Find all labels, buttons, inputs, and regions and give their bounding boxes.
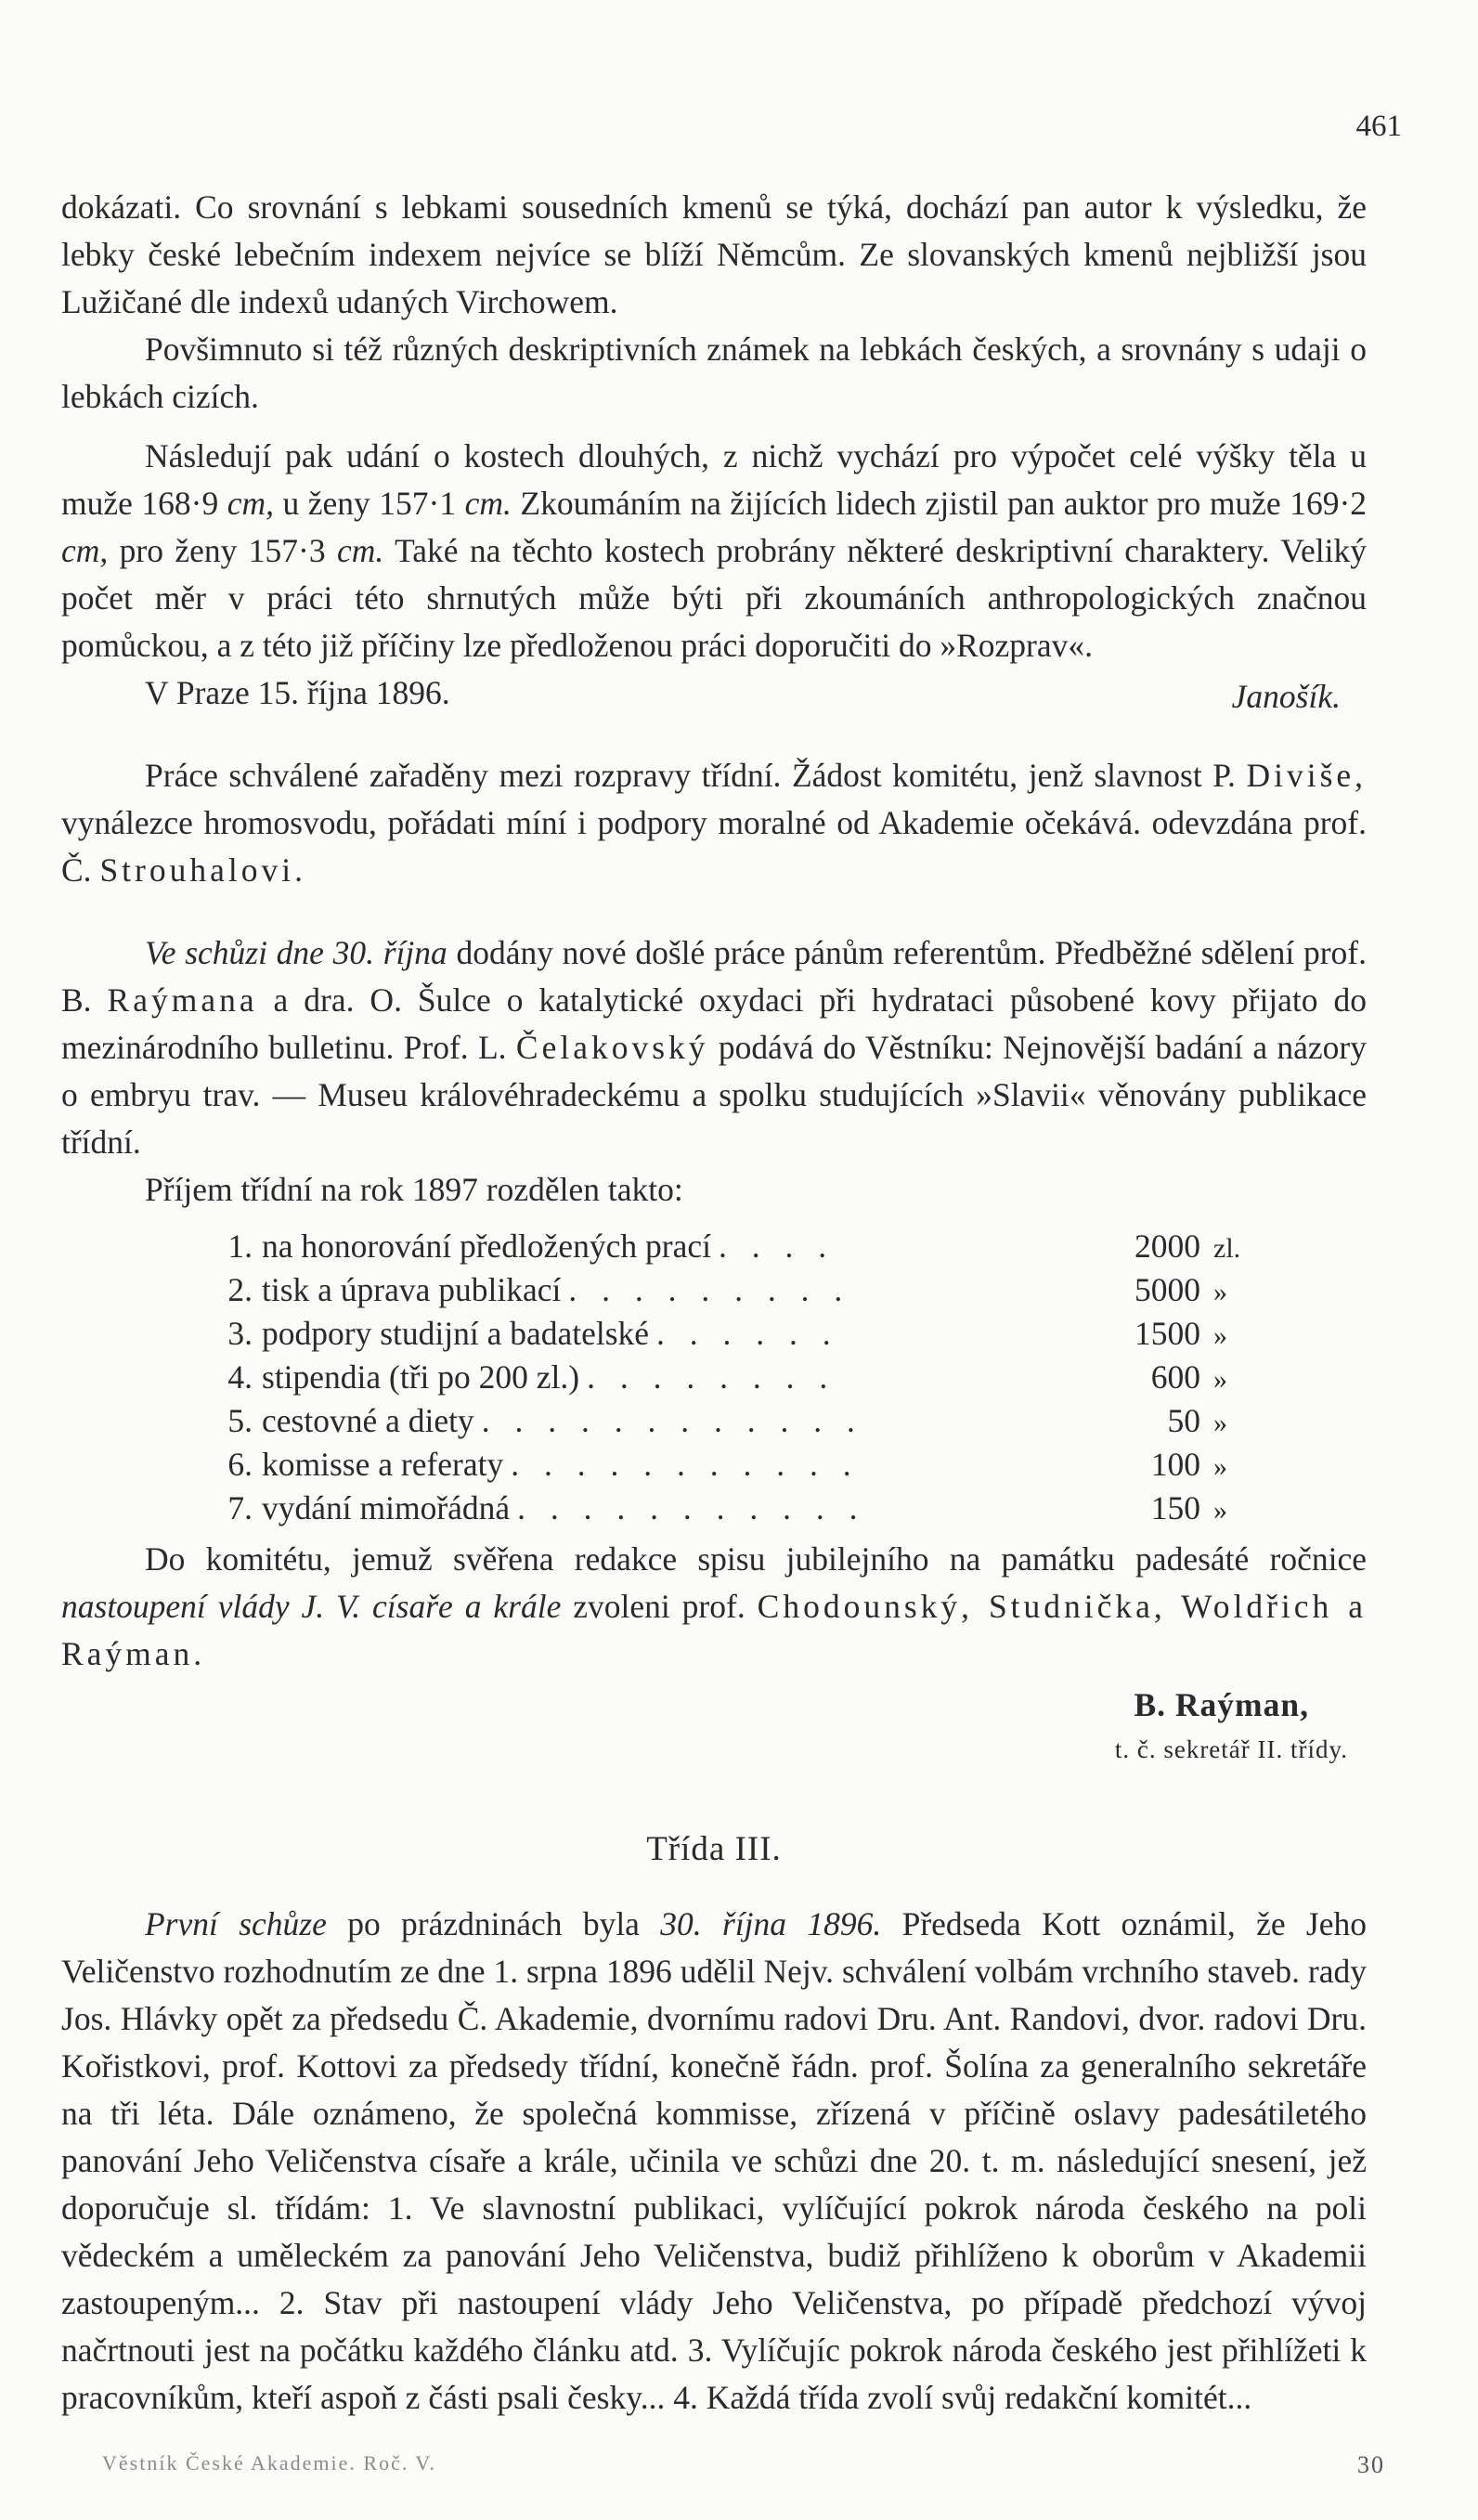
row-number: 6. — [227, 1446, 253, 1483]
text-span: pro ženy 157·3 — [108, 532, 326, 569]
text-span: vynálezce hromosvodu, pořádati míní i podpory moralné od Akademie očekává. odevzdána prof. Č. — [61, 804, 1367, 889]
text-span: podává do Věstníku: Nejnovější badání a názory o embryu trav. — Museu královéhradeckému a spolku studujících »Slavii« věnovány publikace třídní. — [61, 1029, 1367, 1161]
spaced-name: Strouhalovi. — [99, 851, 306, 889]
leader-dots: . . . . . . . . . . . — [517, 1489, 866, 1526]
row-number: 3. — [227, 1315, 253, 1352]
row-unit: » — [1213, 1495, 1227, 1526]
text-span: Předseda Kott oznámil, že Jeho Veličenstvo rozhodnutím ze dne 1. srpna 1896 udělil Nejv. schválení volbám vrchního staveb. rady Jos. Hlávky opět za předsedu Č. Akademie, dvornímu radovi Dru. Ant. Randovi, dvor. radovi Dru. Kořistkovi, prof. Kottovi za předsedy třídní, konečně řádn. prof. Šolína za generalního sekretáře na tři léta. Dále oznámeno, že společná kommisse, zřízená v příčině oslavy padesátiletého panování Jeho Veličenstva císaře a krále, učinila ve schůzi dne 20. t. m. následující snesení, jež doporučuje sl. třídám: 1. Ve slavnostní publikaci, vylíčující pokrok národa českého na poli vědeckém a uměleckém za panování Jeho Veličenstva, budiž přihlíženo k oborům v Akademii zastoupeným... 2. Stav při nastoupení vlády Jeho Veličenstva, po případě předchozí vývoj načrtnouti jest na počátku každého článku atd. 3. Vylíčujíc pokrok národa českého jest přihlížeti k pracovníkům, kteří aspoň z části psali česky... 4. Každá třída zvolí svůj redakční komitét... — [61, 1905, 1367, 2416]
row-label: podpory studijní a badatelské — [262, 1315, 650, 1352]
section-heading: Třída III. — [646, 1830, 782, 1868]
row-amount: 2000 — [1134, 1228, 1200, 1265]
text-span: zvoleni prof. — [561, 1588, 745, 1625]
row-number: 4. — [227, 1358, 253, 1396]
secretary-role: t. č. sekretář II. třídy. — [1114, 1735, 1348, 1763]
text-span: Zkoumáním na žijících lidech zjistil pan auktor pro muže 169·2 — [511, 485, 1368, 522]
budget-list — [61, 1225, 1367, 1530]
unit-cm: cm. — [337, 532, 384, 569]
paragraph-1: dokázati. Co srovnání s lebkami sousedních kmenů se týká, dochází pan autor k výsledku, že lebky české lebečním indexem nejvíce se blíží Němcům. Ze slovanských kmenů nejbližší jsou Lužičané dle indexů udaných Virchowem. — [61, 188, 1367, 320]
text-span: Do komitétu, jemuž svěřena redakce spisu jubilejního na památku padesáté ročnice — [145, 1540, 1367, 1578]
budget-row — [61, 1399, 1367, 1443]
row-label: tisk a úprava publikací — [262, 1271, 562, 1308]
row-amount: 5000 — [1134, 1271, 1200, 1308]
text-span: po prázdninách byla — [326, 1905, 640, 1942]
dateline — [61, 669, 1367, 717]
author-signature: Janošík. — [1231, 678, 1341, 715]
footer-journal: Věstník České Akademie. Roč. V. — [102, 2451, 436, 2475]
row-number: 2. — [227, 1271, 253, 1308]
paragraph-6: Příjem třídní na rok 1897 rozdělen takto: — [145, 1171, 683, 1208]
text-span: Následují pak udání o kostech dlouhých, z nichž vychází pro výpočet celé výšky těla u muže 168·9 — [61, 437, 1367, 522]
spaced-names: Chodounský, Studnička, Woldřich a Raýman. — [61, 1588, 1367, 1672]
leader-dots: . . . . . . . . . — [568, 1271, 851, 1308]
footer-signature-mark: 30 — [1357, 2451, 1385, 2478]
row-amount: 50 — [1167, 1402, 1200, 1439]
italic-date: 30. října 1896. — [639, 1905, 882, 1942]
page-footer — [102, 2451, 1385, 2478]
italic-lead: Ve schůzi dne 30. října — [145, 934, 447, 971]
spaced-name: Raýmana — [107, 981, 258, 1019]
paragraph-7 — [61, 1536, 1367, 1678]
row-label: vydání mimořádná — [262, 1489, 511, 1526]
row-unit: zl. — [1213, 1233, 1241, 1264]
budget-row — [61, 1356, 1367, 1399]
budget-row — [61, 1487, 1367, 1530]
row-unit: » — [1213, 1451, 1227, 1482]
row-unit: » — [1213, 1364, 1227, 1395]
secretary-name: B. Raýman, — [1134, 1686, 1309, 1723]
leader-dots: . . . . . . . . . . . . — [481, 1402, 863, 1439]
paragraph-3 — [61, 433, 1367, 669]
row-label: cestovné a diety — [262, 1402, 474, 1439]
italic-span: nastoupení vlády J. V. císaře a krále — [61, 1588, 562, 1625]
unit-cm: cm, — [227, 485, 274, 522]
row-number: 1. — [227, 1228, 253, 1265]
budget-row — [61, 1225, 1367, 1268]
page-number: 461 — [1355, 110, 1402, 143]
paragraph-4 — [61, 752, 1367, 894]
row-number: 5. — [227, 1402, 253, 1439]
leader-dots: . . . . . . — [656, 1315, 839, 1352]
row-amount: 600 — [1150, 1358, 1200, 1396]
date-text: V Praze 15. října 1896. — [145, 674, 450, 711]
row-unit: » — [1213, 1408, 1227, 1438]
paragraph-5 — [61, 929, 1367, 1166]
text-span: Také na těchto kostech probrány některé deskriptivní charaktery. Veliký počet měr v práci této shrnutých může býti při zkoumáních anthropologických značnou pomůckou, a z této již příčiny lze předloženou práci doporučiti do »Rozprav«. — [61, 532, 1367, 664]
budget-row — [61, 1268, 1367, 1312]
body-text — [61, 184, 1367, 2422]
unit-cm: cm. — [464, 485, 512, 522]
row-label: na honorování předložených prací — [262, 1228, 711, 1265]
spaced-name: Čelakovský — [515, 1029, 709, 1066]
budget-row — [61, 1312, 1367, 1356]
row-amount: 1500 — [1134, 1315, 1200, 1352]
row-label: stipendia (tři po 200 zl.) — [262, 1358, 580, 1396]
row-number: 7. — [227, 1489, 253, 1526]
budget-row — [61, 1443, 1367, 1487]
leader-dots: . . . . . . . . . . . — [511, 1446, 860, 1483]
row-amount: 150 — [1150, 1489, 1200, 1526]
row-unit: » — [1213, 1320, 1227, 1351]
text-span: Práce schválené zařaděny mezi rozpravy třídní. Žádost komitétu, jenž slavnost P. — [145, 757, 1236, 794]
paragraph-8 — [61, 1901, 1367, 2422]
text-span: u ženy 157·1 — [274, 485, 457, 522]
row-unit: » — [1213, 1277, 1227, 1307]
row-label: komisse a referaty — [262, 1446, 504, 1483]
unit-cm: cm, — [61, 532, 109, 569]
italic-lead: První schůze — [145, 1905, 327, 1942]
row-amount: 100 — [1150, 1446, 1200, 1483]
text-span: a dra. O. Šulce o katalytické oxydaci při hydrataci působené kovy přijato do mezinárodního bulletinu. Prof. L. — [61, 981, 1368, 1066]
paragraph-2: Povšimnuto si též různých deskriptivních známek na lebkách českých, a srovnány s udaji o lebkách cizích. — [61, 331, 1367, 415]
text-span: dodány nové došlé práce pánům referentům. Předběžné sdělení prof. B. — [61, 934, 1367, 1019]
spaced-name: Diviše, — [1246, 757, 1368, 794]
leader-dots: . . . . . . . . — [587, 1358, 836, 1396]
leader-dots: . . . . — [718, 1228, 836, 1265]
